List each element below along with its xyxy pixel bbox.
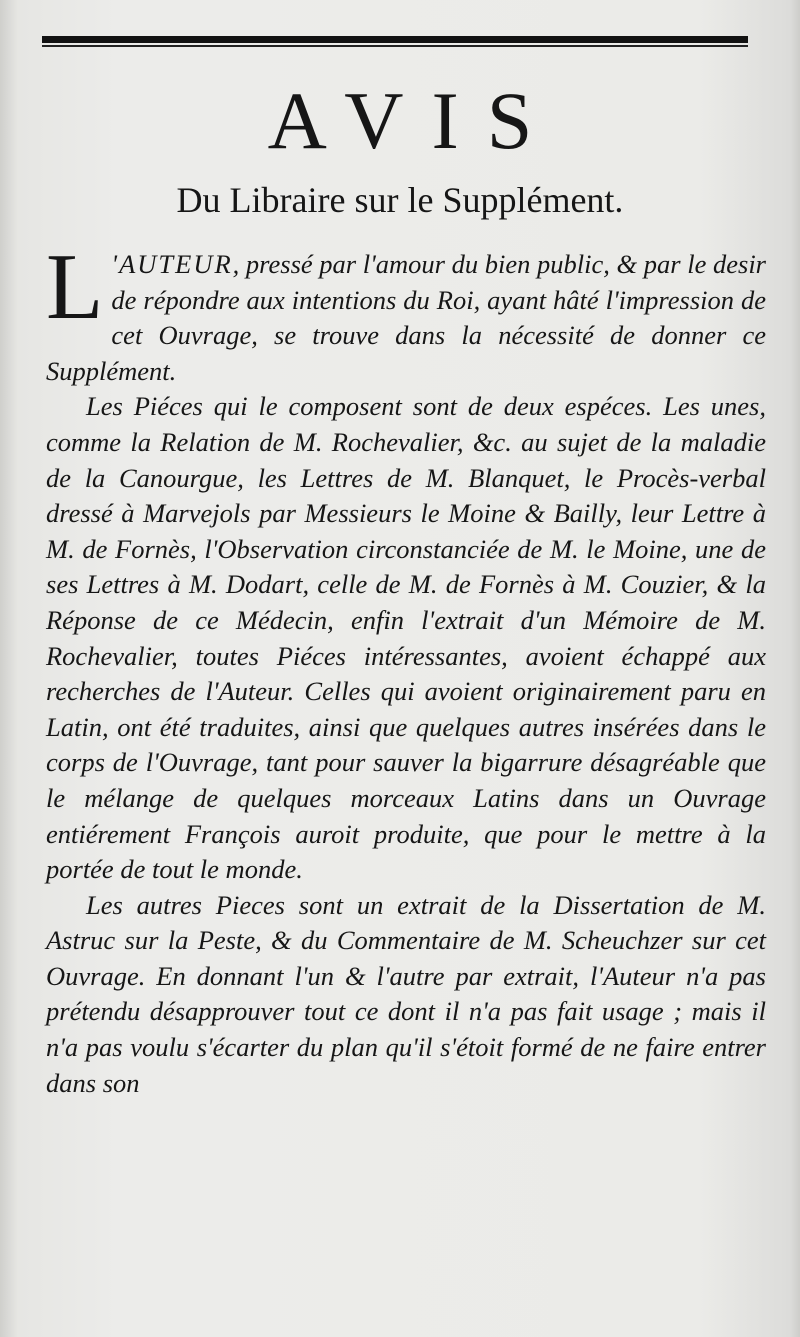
drop-cap: L bbox=[46, 235, 104, 339]
paragraph-1-rest: , pressé par l'amour du bien public, & par le desir de répondre aux intentions du Roi, ayant hâté l'impression de cet Ouvrage, se trouve dans la nécessité de donner ce Supplément. bbox=[46, 249, 766, 386]
header-rule-thick bbox=[42, 36, 748, 43]
body-text bbox=[46, 235, 766, 1101]
paragraph-1-lead: 'AUTEUR bbox=[111, 249, 233, 279]
header-rule-thin bbox=[42, 45, 748, 47]
paragraph-2: Les Piéces qui le composent sont de deux espéces. Les unes, comme la Relation de M. Rochevalier, &c. au sujet de la maladie de la Canourgue, les Lettres de M. Blanquet, le Procès-verbal dressé à Marvejols par Messieurs le Moine & Bailly, leur Lettre à M. de Fornès, l'Observation circonstanciée de M. le Moine, une de ses Lettres à M. Dodart, celle de M. de Fornès à M. Couzier, & la Réponse de ce Médecin, enfin l'extrait d'un Mémoire de M. Rochevalier, toutes Piéces intéressantes, avoient échappé aux recherches de l'Auteur. Celles qui avoient originairement paru en Latin, ont été traduites, ainsi que quelques autres insérées dans le corps de l'Ouvrage, tant pour sauver la bigarrure désagréable que le mélange de quelques morceaux Latins dans un Ouvrage entiérement François auroit produite, que pour le mettre à la portée de tout le monde. bbox=[46, 391, 766, 885]
paragraph-1 bbox=[46, 235, 766, 389]
paragraph-3: Les autres Pieces sont un extrait de la Dissertation de M. Astruc sur la Peste, & du Commentaire de M. Scheuchzer sur cet Ouvrage. En donnant l'un & l'autre par extrait, l'Auteur n'a pas prétendu désapprouver tout ce dont il n'a pas fait usage ; mais il n'a pas voulu s'écarter du plan qu'il s'étoit formé de ne faire entrer dans son bbox=[46, 889, 766, 1098]
page-title: AVIS bbox=[267, 75, 561, 166]
page-subtitle: Du Libraire sur le Supplément. bbox=[176, 180, 624, 220]
header-rule bbox=[42, 36, 748, 48]
